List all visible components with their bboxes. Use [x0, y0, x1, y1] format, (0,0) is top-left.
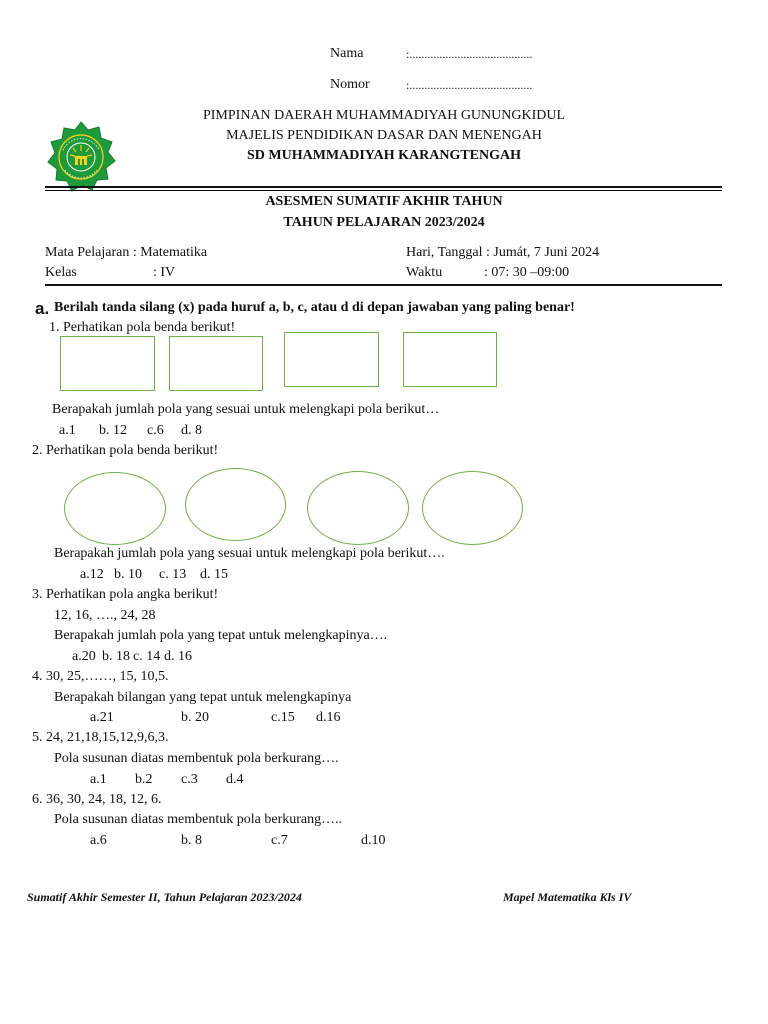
- q2-option-b[interactable]: b. 10: [114, 567, 142, 582]
- exam-title: ASESMEN SUMATIF AKHIR TAHUN: [265, 194, 503, 209]
- q4-prompt: Berapakah bilangan yang tepat untuk melengkapinya: [54, 690, 352, 705]
- q5-option-b[interactable]: b.2: [135, 772, 153, 787]
- q5-option-c[interactable]: c.3: [181, 772, 198, 787]
- q2-option-a[interactable]: a.12: [80, 567, 104, 582]
- q4-option-a[interactable]: a.21: [90, 710, 114, 725]
- name-field[interactable]: :.........................................: [406, 47, 533, 61]
- class-value: : IV: [153, 265, 176, 280]
- q2-option-d[interactable]: d. 15: [200, 567, 228, 582]
- q6-stem: 6. 36, 30, 24, 18, 12, 6.: [32, 792, 162, 807]
- q4-option-d[interactable]: d.16: [316, 710, 341, 725]
- info-rule: [45, 284, 722, 286]
- school-name: SD MUHAMMADIYAH KARANGTENGAH: [246, 148, 522, 163]
- q2-option-c[interactable]: c. 13: [159, 567, 187, 582]
- q2-prompt: Berapakah jumlah pola yang sesuai untuk melengkapi pola berikut….: [54, 546, 445, 561]
- name-label: Nama: [330, 46, 364, 61]
- q3-stem: 3. Perhatikan pola angka berikut!: [32, 587, 219, 602]
- q5-prompt: Pola susunan diatas membentuk pola berkurang….: [54, 751, 339, 766]
- q1-rectangle-3: [284, 332, 379, 387]
- header-rule-bottom: [45, 190, 722, 191]
- time-value: : 07: 30 –09:00: [484, 265, 570, 280]
- section-letter: a.: [35, 299, 50, 318]
- q3-prompt: Berapakah jumlah pola yang tepat untuk melengkapinya….: [54, 628, 388, 643]
- q6-prompt: Pola susunan diatas membentuk pola berkurang…..: [54, 812, 343, 827]
- class-label: Kelas: [45, 265, 77, 280]
- header-line-1: PIMPINAN DAERAH MUHAMMADIYAH GUNUNGKIDUL: [202, 108, 566, 123]
- q2-oval-3: [307, 471, 409, 545]
- q2-oval-1: [64, 472, 166, 545]
- q2-oval-4: [422, 471, 523, 545]
- header-line-2: MAJELIS PENDIDIKAN DASAR DAN MENENGAH: [226, 128, 542, 143]
- q4-option-c[interactable]: c.15: [271, 710, 295, 725]
- q6-option-d[interactable]: d.10: [361, 833, 386, 848]
- exam-year: TAHUN PELAJARAN 2023/2024: [283, 215, 485, 230]
- q6-option-c[interactable]: c.7: [271, 833, 288, 848]
- number-field[interactable]: :.........................................: [406, 78, 533, 92]
- q4-option-b[interactable]: b. 20: [181, 710, 209, 725]
- q1-rectangle-2: [169, 336, 263, 391]
- q3-option-b[interactable]: b. 18: [102, 649, 130, 664]
- q1-rectangle-1: [60, 336, 155, 391]
- q4-stem: 4. 30, 25,……, 15, 10,5.: [32, 669, 169, 684]
- q3-option-a[interactable]: a.20: [72, 649, 96, 664]
- footer-left: Sumatif Akhir Semester II, Tahun Pelajaran 2023/2024: [27, 890, 302, 904]
- q2-stem: 2. Perhatikan pola benda berikut!: [32, 443, 219, 458]
- q3-option-c[interactable]: c. 14: [133, 649, 161, 664]
- q1-stem: 1. Perhatikan pola benda berikut!: [49, 320, 236, 335]
- q5-option-d[interactable]: d.4: [226, 772, 244, 787]
- q1-option-b[interactable]: b. 12: [99, 423, 127, 438]
- q6-option-b[interactable]: b. 8: [181, 833, 202, 848]
- subject-info: Mata Pelajaran : Matematika: [45, 245, 208, 260]
- q6-option-a[interactable]: a.6: [90, 833, 107, 848]
- header-rule-top: [45, 186, 722, 188]
- q5-option-a[interactable]: a.1: [90, 772, 107, 787]
- q5-stem: 5. 24, 21,18,15,12,9,6,3.: [32, 730, 169, 745]
- q2-oval-2: [185, 468, 286, 541]
- q3-option-d[interactable]: d. 16: [164, 649, 192, 664]
- date-info: Hari, Tanggal : Jumát, 7 Juni 2024: [406, 245, 600, 260]
- q3-sequence: 12, 16, …., 24, 28: [54, 608, 156, 623]
- q1-option-a[interactable]: a.1: [59, 423, 76, 438]
- q1-option-d[interactable]: d. 8: [181, 423, 202, 438]
- q1-rectangle-4: [403, 332, 497, 387]
- q1-prompt: Berapakah jumlah pola yang sesuai untuk melengkapi pola berikut…: [52, 402, 440, 417]
- q1-option-c[interactable]: c.6: [147, 423, 164, 438]
- number-label: Nomor: [330, 77, 370, 92]
- footer-right: Mapel Matematika Kls IV: [503, 890, 632, 904]
- time-label: Waktu: [406, 265, 443, 280]
- section-instruction: Berilah tanda silang (x) pada huruf a, b, c, atau d di depan jawaban yang paling benar!: [54, 300, 575, 315]
